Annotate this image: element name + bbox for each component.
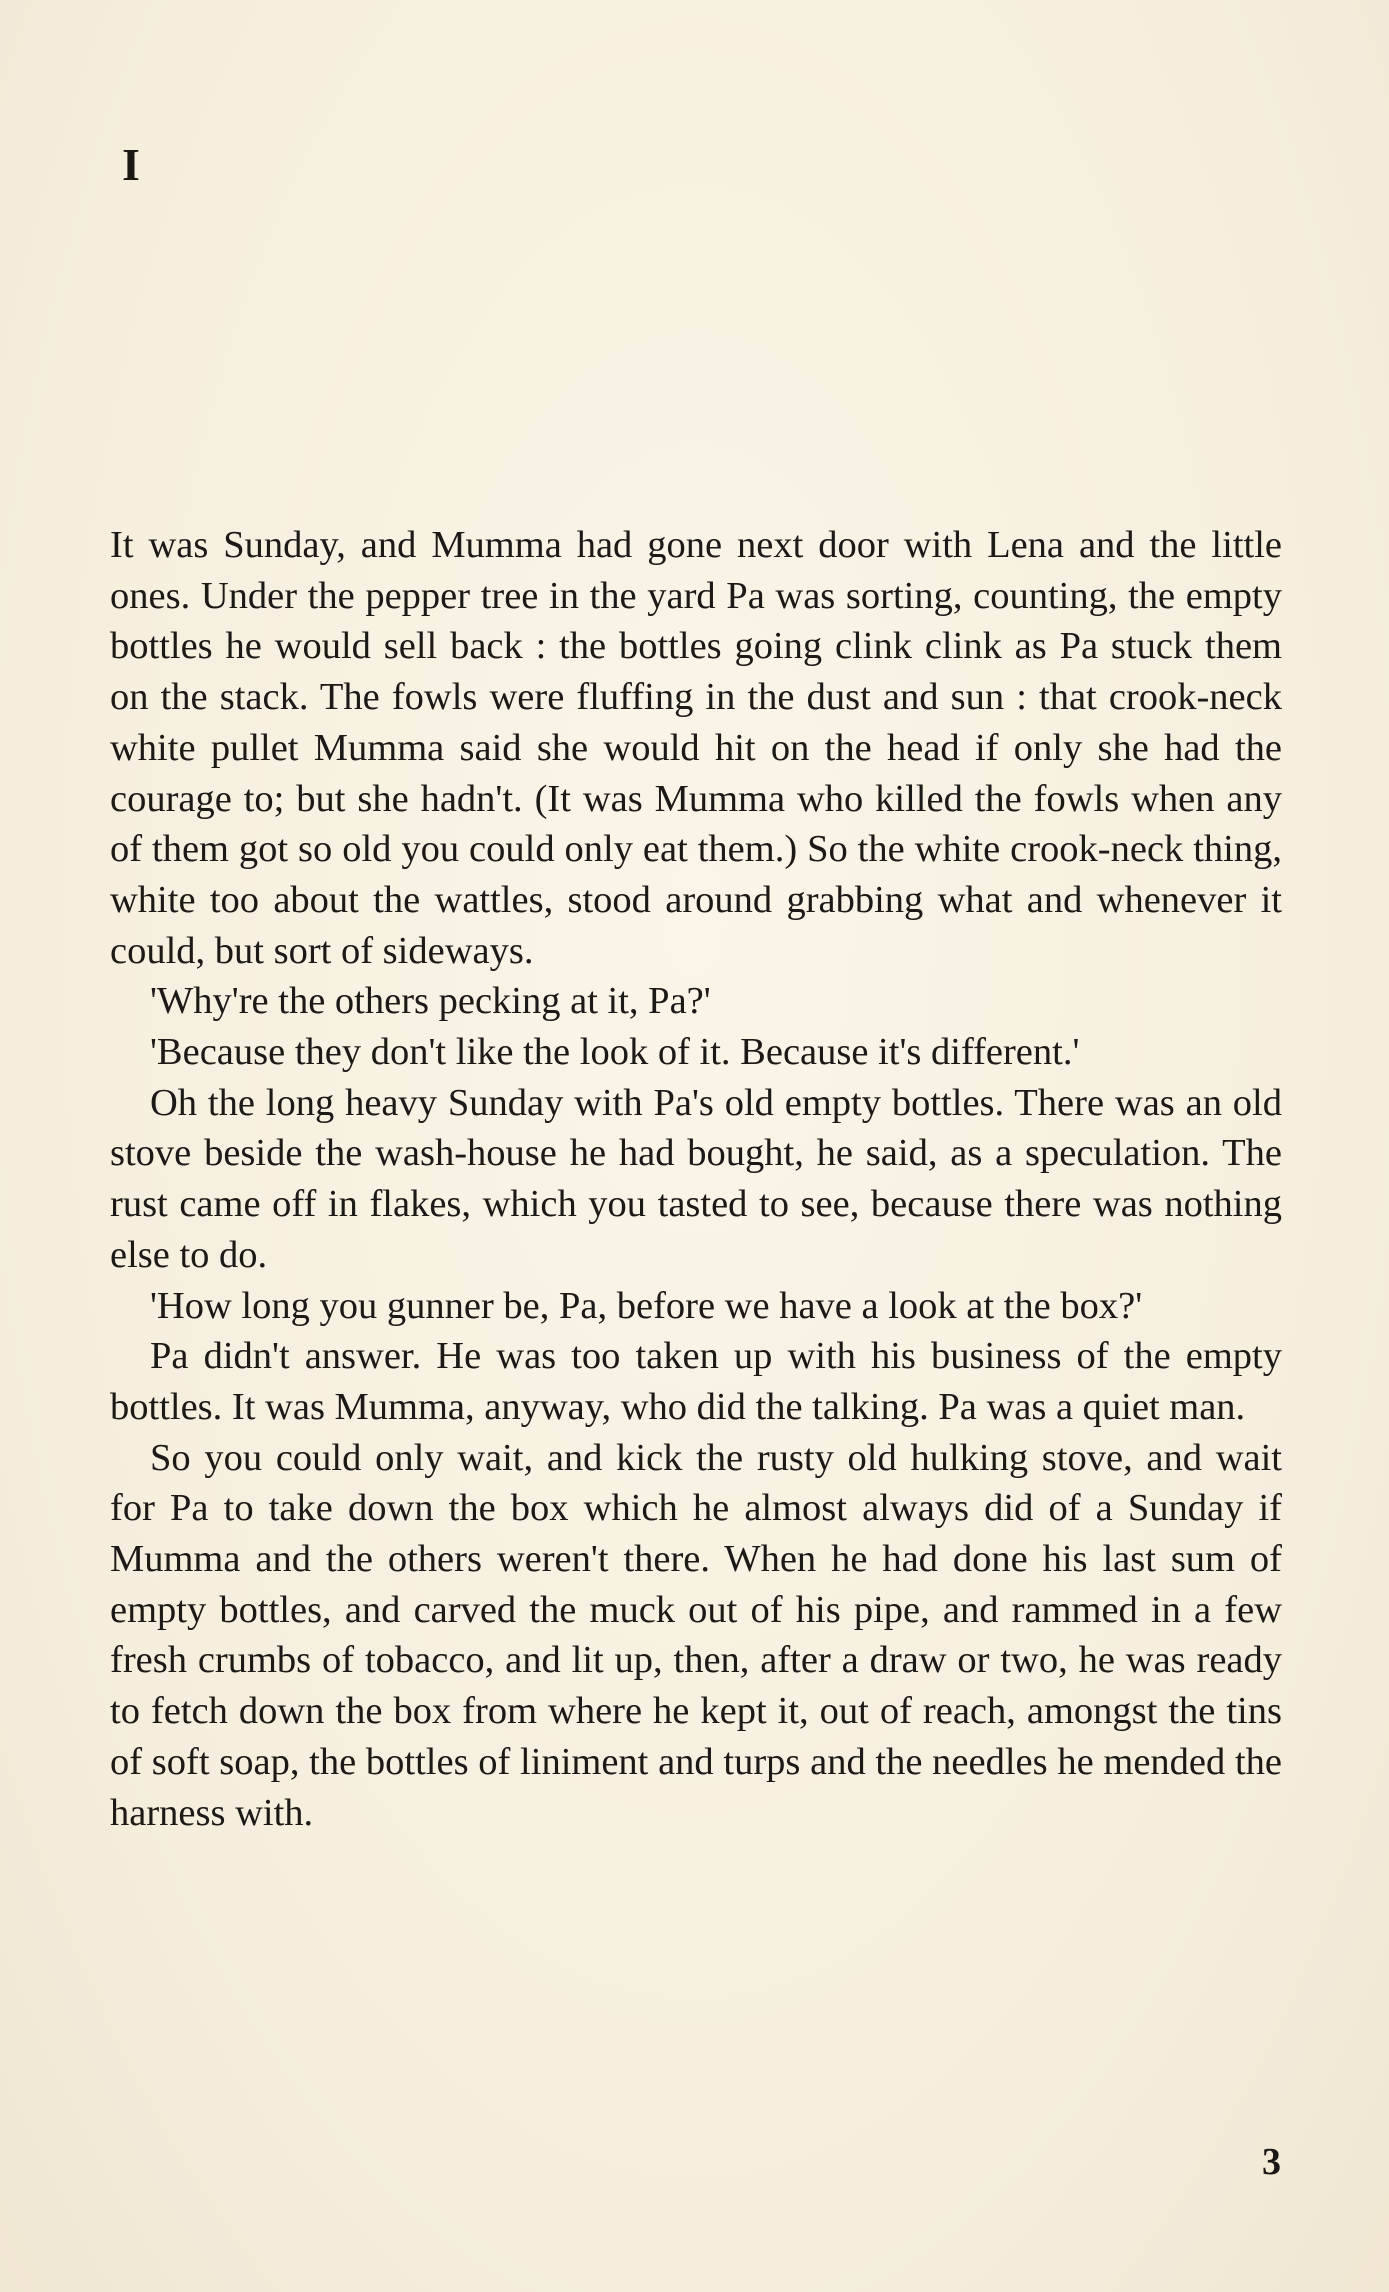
paragraph: 'How long you gunner be, Pa, before we have a look at the box?' <box>150 1284 1143 1327</box>
paragraph: It was Sunday, and Mumma had gone next door with Lena and the little ones. Under the pepper tree in the yard Pa was sorting, counting, the empty bottles he would sell back : the bottles going clink clink as Pa stuck them on the stack. The fowls were fluffing in the dust and sun : that crook-neck white pullet Mumma said she would hit on the head if only she had the courage to; but she hadn't. (It was Mumma who killed the fowls when any of them got so old you could only eat them.) So the white crook-neck thing, white too about the wattles, stood around grabbing what and whenever it could, but sort of sideways. <box>110 524 1282 972</box>
body-text <box>110 520 1282 1838</box>
paragraph: So you could only wait, and kick the rusty old hulking stove, and wait for Pa to take down the box which he almost always did of a Sunday if Mumma and the others weren't there. When he had done his last sum of empty bottles, and carved the muck out of his pipe, and rammed in a few fresh crumbs of tobacco, and lit up, then, after a draw or two, he was ready to fetch down the box from where he kept it, out of reach, amongst the tins of soft soap, the bottles of liniment and turps and the needles he mended the harness with. <box>110 1436 1282 1834</box>
paragraph: 'Because they don't like the look of it. Because it's different.' <box>150 1031 1080 1074</box>
page-number: 3 <box>1262 2141 1281 2183</box>
paragraph: 'Why're the others pecking at it, Pa?' <box>150 980 711 1023</box>
paragraph: Pa didn't answer. He was too taken up with his business of the empty bottles. It was Mumma, anyway, who did the talking. Pa was a quiet man. <box>110 1335 1282 1428</box>
paragraph: Oh the long heavy Sunday with Pa's old empty bottles. There was an old stove beside the wash-house he had bought, he said, as a speculation. The rust came off in flakes, which you tasted to see, because there was nothing else to do. <box>110 1081 1282 1276</box>
chapter-number: I <box>122 139 140 190</box>
